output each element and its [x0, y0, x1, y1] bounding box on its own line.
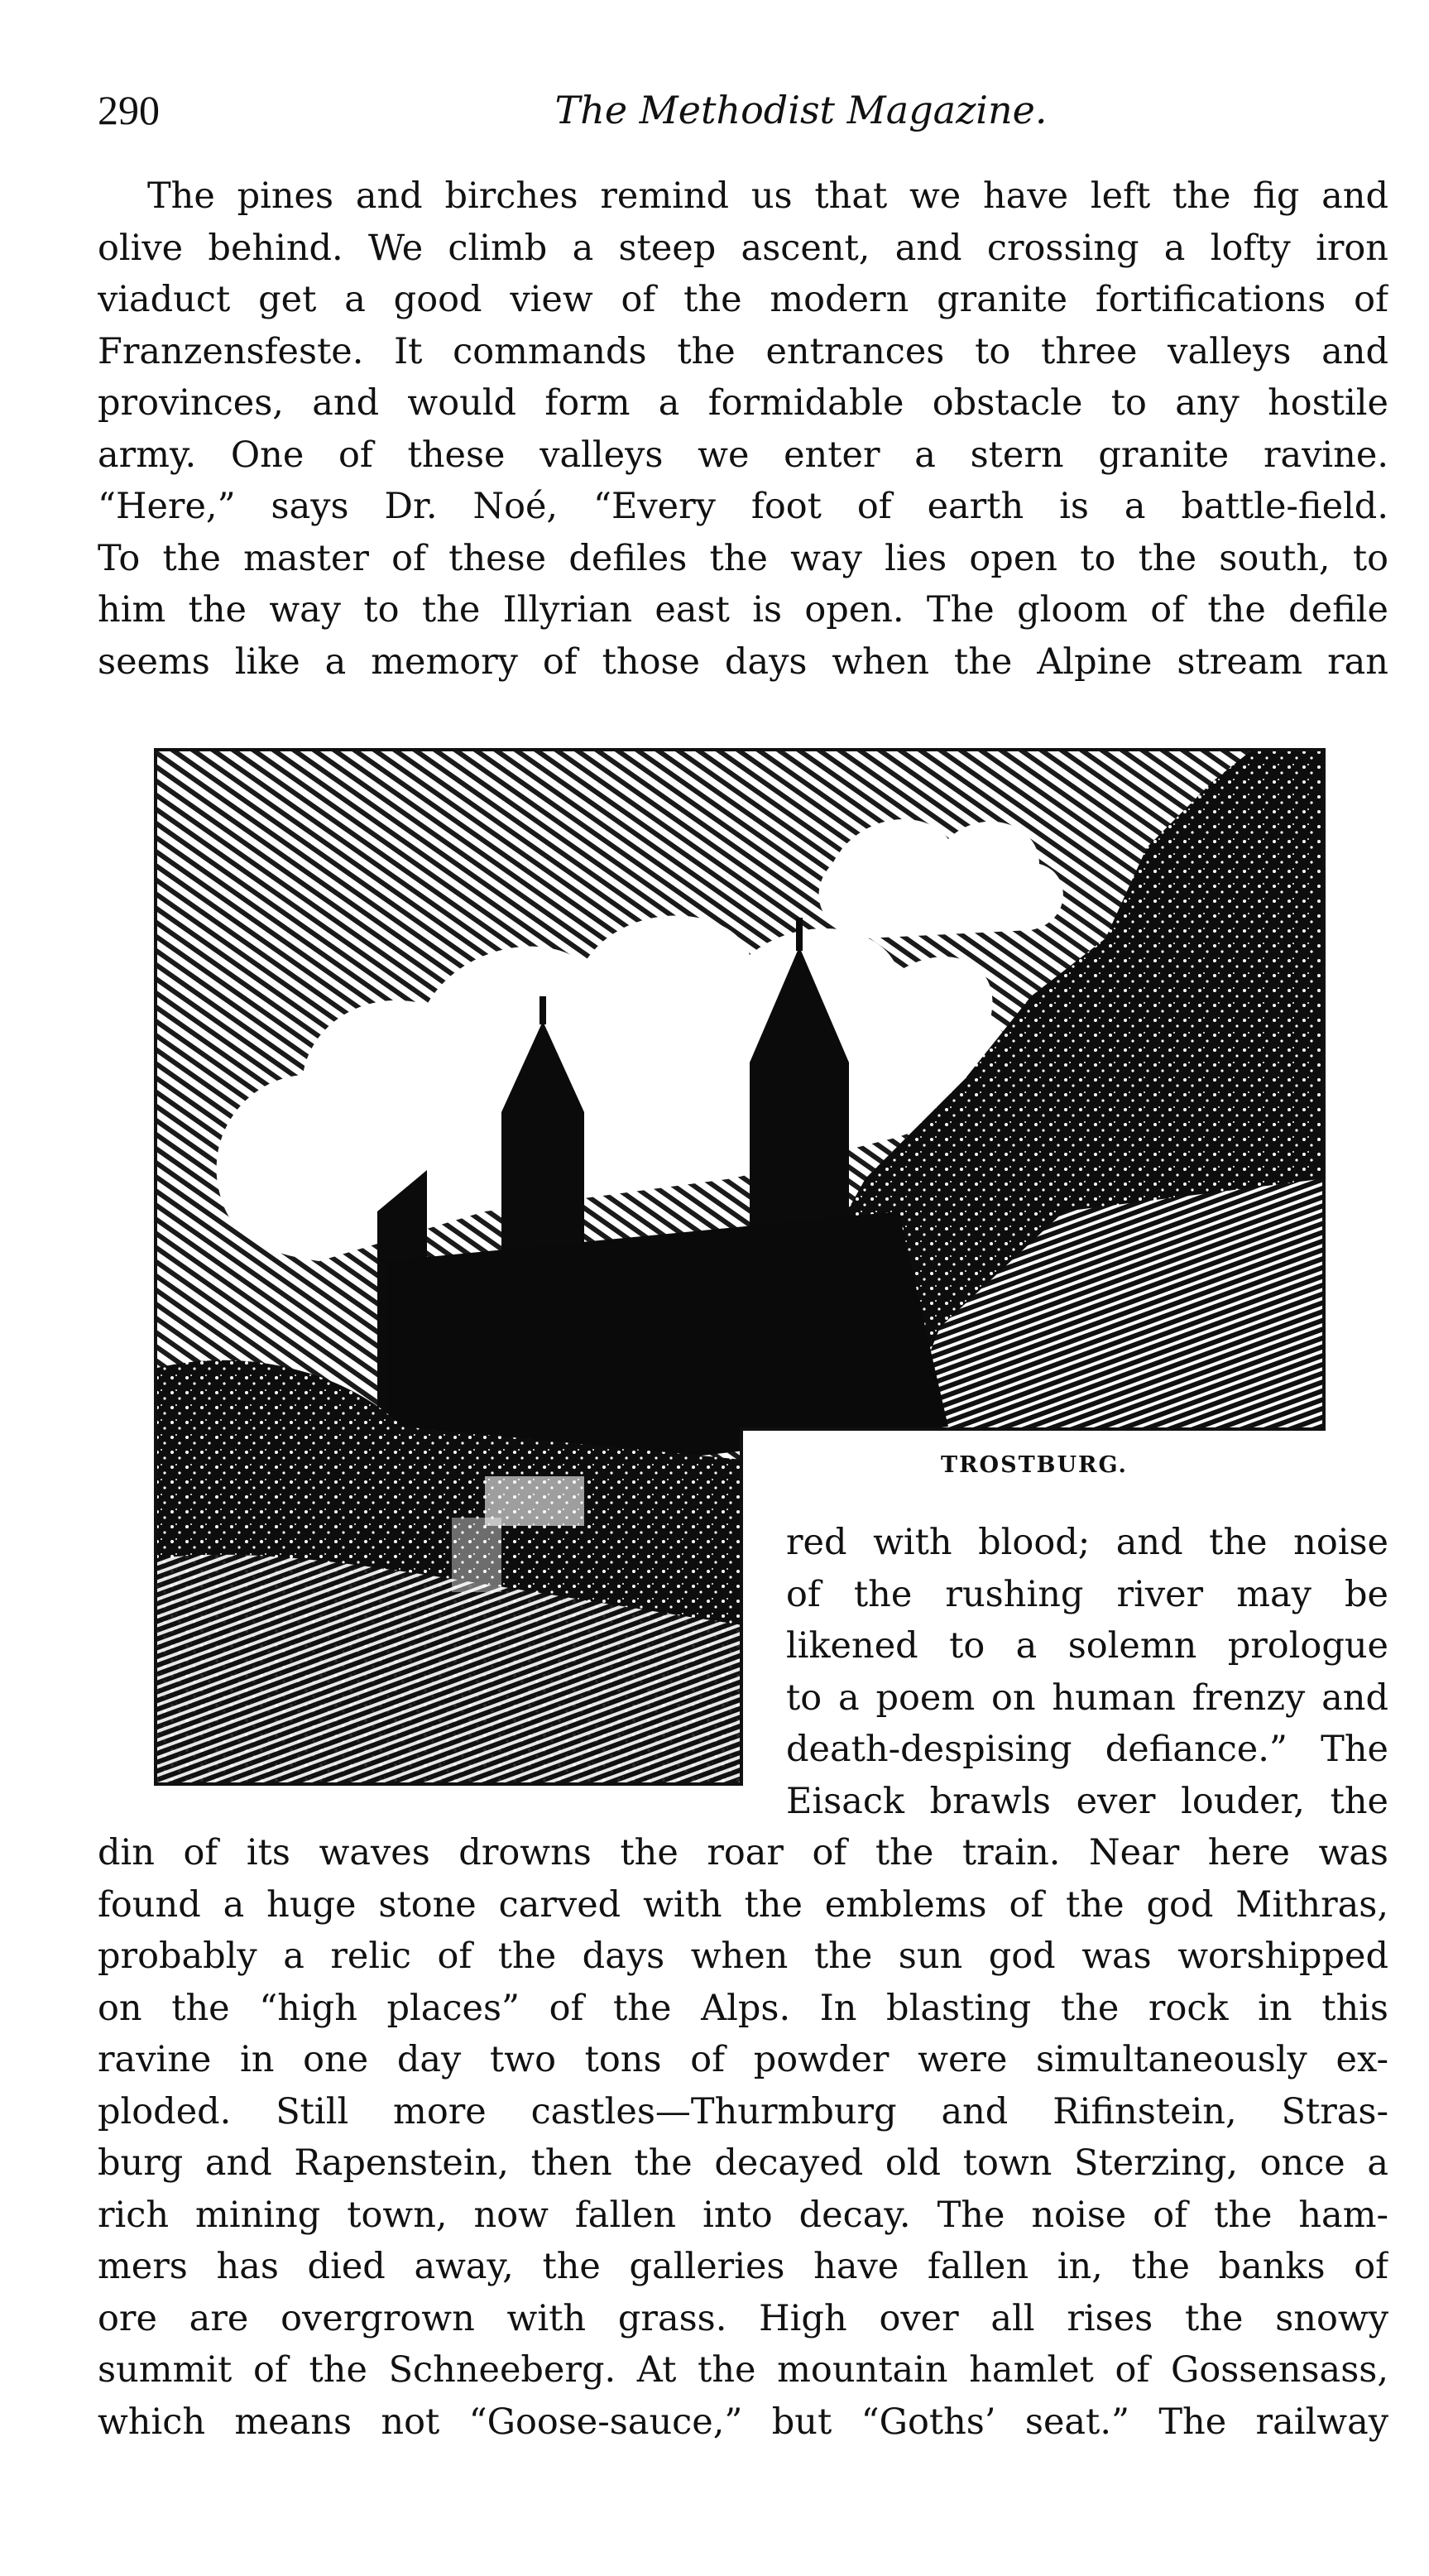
text-line: summit of the Schneeberg. At the mountain hamlet of Gossensass,	[98, 2349, 1388, 2391]
text-line: which means not “Goose-sauce,” but “Goths’ seat.” The railway	[98, 2401, 1388, 2443]
text-line: The pines and birches remind us that we have left the fig and	[147, 175, 1388, 217]
text-line: to a poem on human frenzy and	[786, 1677, 1388, 1719]
text-line: rich mining town, now fallen into decay. The noise of the ham-	[98, 2194, 1388, 2236]
text-line: olive behind. We climb a steep ascent, and crossing a lofty iron	[98, 227, 1388, 269]
text-line: burg and Rapenstein, then the decayed old town Sterzing, once a	[98, 2142, 1388, 2184]
paragraph-bottom	[98, 1827, 1388, 2448]
text-line: army. One of these valleys we enter a stern granite ravine.	[98, 434, 1388, 476]
text-line: death-despising defiance.” The	[786, 1729, 1388, 1770]
text-line: ore are overgrown with grass. High over all rises the snowy	[98, 2297, 1388, 2339]
text-line: likened to a solemn prologue	[786, 1625, 1388, 1667]
text-line: din of its waves drowns the roar of the train. Near here was	[98, 1832, 1388, 1873]
text-line: red with blood; and the noise	[786, 1522, 1388, 1563]
figure-caption: TROSTBURG.	[941, 1452, 1128, 1478]
paragraph-top	[98, 170, 1388, 688]
text-line: Eisack brawls ever louder, the	[786, 1780, 1388, 1822]
text-line: seems like a memory of those days when the Alpine stream ran	[98, 640, 1388, 683]
running-title: The Methodist Magazine.	[554, 88, 1048, 132]
text-line: viaduct get a good view of the modern granite fortifications of	[98, 279, 1388, 320]
text-line: To the master of these defiles the way lies open to the south, to	[98, 537, 1388, 579]
page-number: 290	[98, 87, 160, 133]
text-line: provinces, and would form a formidable obstacle to any hostile	[98, 382, 1388, 424]
text-line: ploded. Still more castles—Thurmburg and Rifinstein, Stras-	[98, 2090, 1388, 2132]
text-line: probably a relic of the days when the sun god was worshipped	[98, 1936, 1388, 1977]
text-line: him the way to the Illyrian east is open. The gloom of the defile	[98, 589, 1388, 631]
text-line: on the “high places” of the Alps. In blasting the rock in this	[98, 1987, 1388, 2029]
text-line: mers has died away, the galleries have fallen in, the banks of	[98, 2246, 1388, 2287]
text-line: ravine in one day two tons of powder were simultaneously ex-	[98, 2039, 1388, 2080]
text-line: of the rushing river may be	[786, 1573, 1388, 1615]
page-header	[98, 81, 1388, 139]
paragraph-side	[786, 1517, 1388, 1827]
text-line: “Here,” says Dr. Noé, “Every foot of earth is a battle-field.	[98, 486, 1388, 527]
text-line: Franzensfeste. It commands the entrances to three valleys and	[98, 330, 1388, 372]
text-line: found a huge stone carved with the emblems of the god Mithras,	[98, 1883, 1388, 1926]
